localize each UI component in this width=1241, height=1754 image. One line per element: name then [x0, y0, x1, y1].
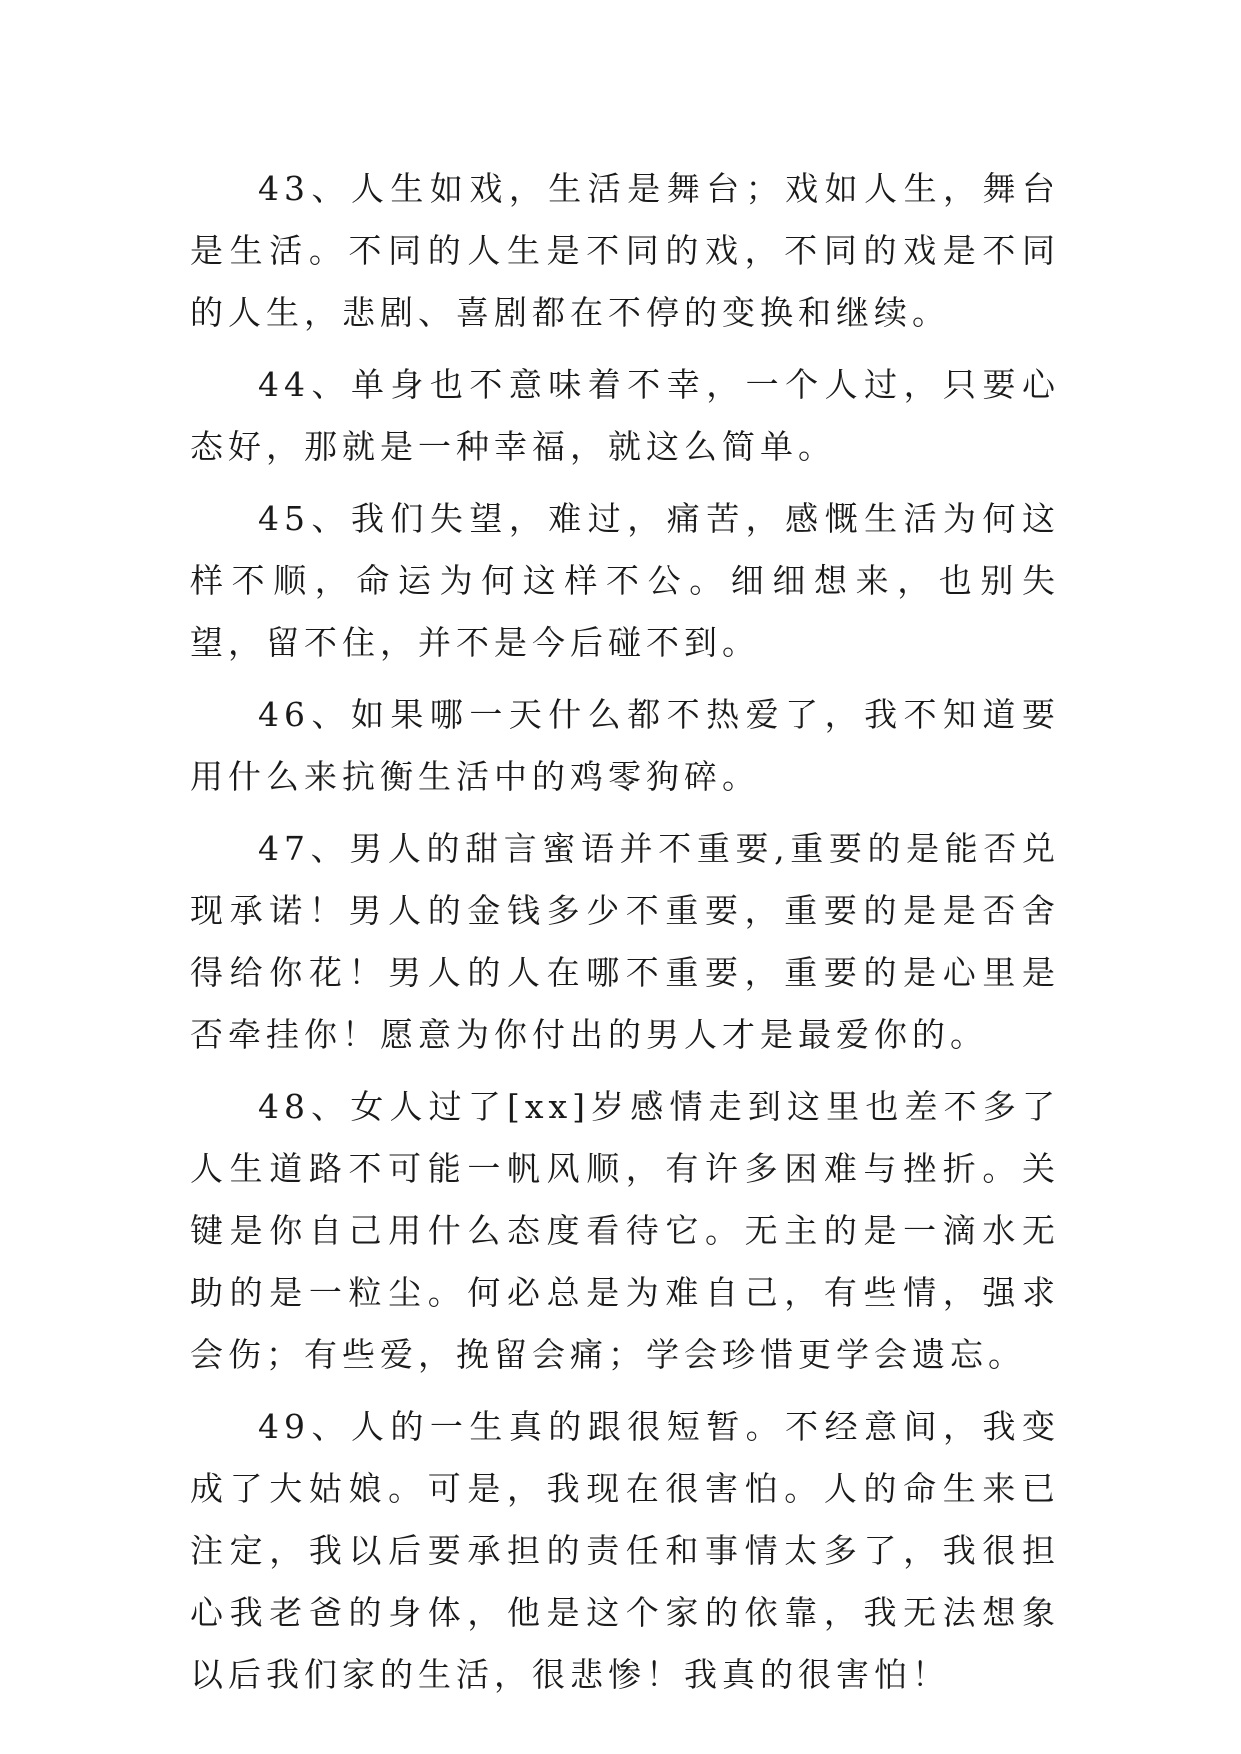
paragraph-48: 48、女人过了[xx]岁感情走到这里也差不多了人生道路不可能一帆风顺，有许多困难与挫折。关键是你自己用什么态度看待它。无主的是一滴水无助的是一粒尘。何必总是为难自己，有些情，强求会伤；有些爱，挽留会痛；学会珍惜更学会遗忘。	[190, 1087, 1060, 1374]
paragraph-44: 44、单身也不意味着不幸，一个人过，只要心态好，那就是一种幸福，就这么简单。	[190, 365, 1060, 466]
paragraph-45: 45、我们失望，难过，痛苦，感慨生活为何这样不顺，命运为何这样不公。细细想来，也别失望，留不住，并不是今后碰不到。	[190, 499, 1060, 662]
paragraph-43: 43、人生如戏，生活是舞台；戏如人生，舞台是生活。不同的人生是不同的戏，不同的戏是不同的人生，悲剧、喜剧都在不停的变换和继续。	[190, 169, 1060, 332]
paragraph-49: 49、人的一生真的跟很短暂。不经意间，我变成了大姑娘。可是，我现在很害怕。人的命生来已注定，我以后要承担的责任和事情太多了，我很担心我老爸的身体，他是这个家的依靠，我无法想象以后我们家的生活，很悲惨！我真的很害怕！	[190, 1407, 1060, 1694]
paragraph-47: 47、男人的甜言蜜语并不重要,重要的是能否兑现承诺！男人的金钱多少不重要，重要的是是否舍得给你花！男人的人在哪不重要，重要的是心里是否牵挂你！愿意为你付出的男人才是最爱你的。	[190, 829, 1060, 1054]
document-body	[190, 158, 1060, 1716]
paragraph-46: 46、如果哪一天什么都不热爱了，我不知道要用什么来抗衡生活中的鸡零狗碎。	[190, 695, 1060, 796]
